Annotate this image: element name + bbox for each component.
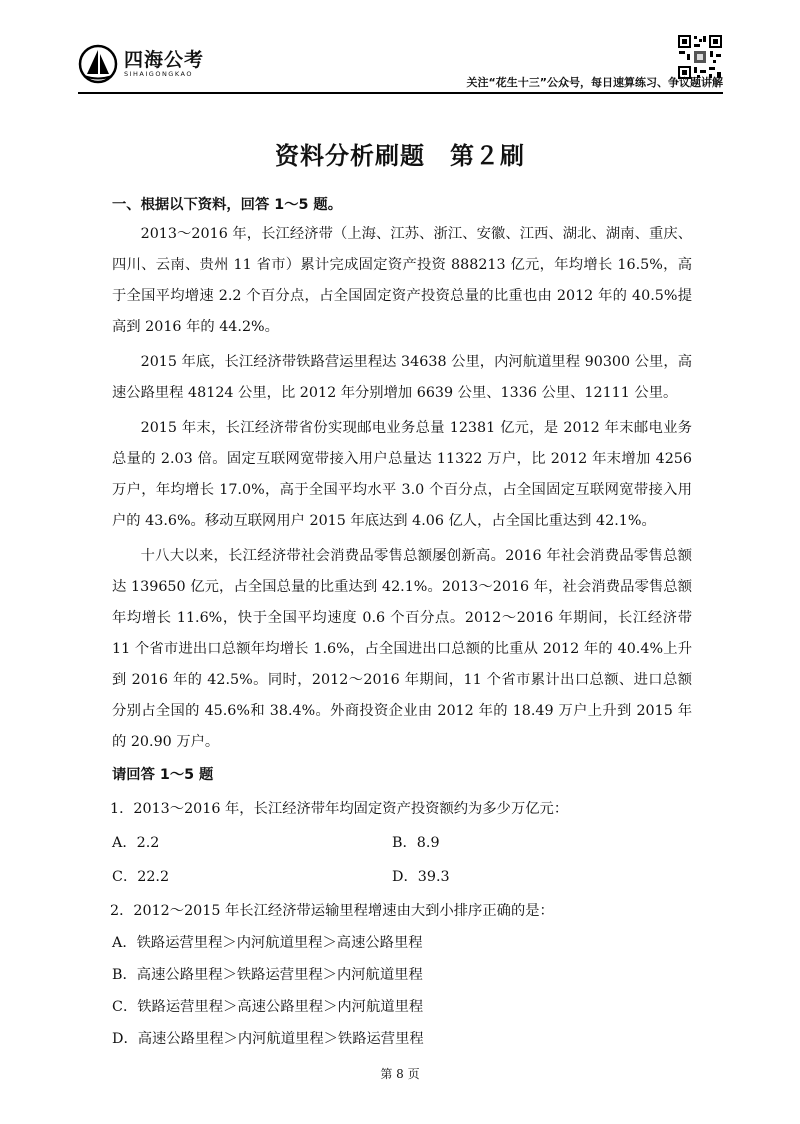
logo-chinese-name: 四海公考	[124, 49, 205, 71]
questions-heading: 请回答 1～5 题	[112, 767, 214, 783]
page-header	[78, 30, 723, 92]
material-paragraph-4: 十八大以来，长江经济带社会消费品零售总额屡创新高。2016 年社会消费品零售总额达 139650 亿元，占全国总量的比重达到 42.1%。2013～2016 年，社会消费品零售总额年均增长 11.6%，快于全国平均速度 0.6 个百分点。2012～2016 年期间，长江经济带 11 个省市进出口总额年均增长 1.6%，占全国进出口总额的比重从 2012 年的 40.4%上升到 2016 年的 42.5%。同时，2012～2016 年期间，11 个省市累计出口总额、进口总额分别占全国的 45.6%和 38.4%。外商投资企业由 2012 年的 18.49 万户上升到 2015 年的 20.90 万户。	[112, 548, 692, 750]
header-divider	[78, 92, 723, 94]
page-number: 第 8 页	[380, 1067, 420, 1081]
question-1-options	[112, 828, 692, 892]
question-1-option-b: B．8.9	[392, 835, 440, 851]
question-2-option-a: A．铁路运营里程＞内河航道里程＞高速公路里程	[112, 935, 423, 951]
question-1-stem: 1．2013～2016 年，长江经济带年均固定资产投资额约为多少万亿元：	[110, 801, 569, 817]
question-1-option-a: A．2.2	[112, 835, 160, 851]
page-title: 资料分析刷题 第２刷	[275, 142, 525, 170]
header-promo-note: 关注“花生十三”公众号，每日速算练习、争议题讲解	[466, 76, 723, 89]
question-1-option-c: C．22.2	[112, 869, 170, 885]
logo	[78, 44, 204, 84]
material-paragraph-3: 2015 年末，长江经济带省份实现邮电业务总量 12381 亿元，是 2012 年末邮电业务总量的 2.03 倍。固定互联网宽带接入用户总量达 11322 万户，比 2012 年末增加 4256 万户，年均增长 17.0%，高于全国平均水平 3.0 个百分点，占全国固定互联网宽带接入用户的 43.6%。移动互联网用户 2015 年底达到 4.06 亿人，占全国比重达到 42.1%。	[112, 420, 692, 529]
material-paragraph-2: 2015 年底，长江经济带铁路营运里程达 34638 公里，内河航道里程 90300 公里，高速公路里程 48124 公里，比 2012 年分别增加 6639 公里、1336 公里、12111 公里。	[112, 354, 692, 401]
question-2-options	[112, 928, 692, 1054]
question-2-option-d: D．高速公路里程＞内河航道里程＞铁路运营里程	[112, 1031, 424, 1047]
section-heading: 一、根据以下资料，回答 1～5 题。	[112, 197, 343, 213]
material-paragraph-1: 2013～2016 年，长江经济带（上海、江苏、浙江、安徽、江西、湖北、湖南、重庆、四川、云南、贵州 11 省市）累计完成固定资产投资 888213 亿元，年均增长 16.5%，高于全国平均增速 2.2 个百分点，占全国固定资产投资总量的比重也由 2012 年的 40.5%提高到 2016 年的 44.2%。	[112, 226, 693, 335]
question-2-stem: 2．2012～2015 年长江经济带运输里程增速由大到小排序正确的是：	[110, 903, 554, 919]
question-2-option-c: C．铁路运营里程＞高速公路里程＞内河航道里程	[112, 999, 424, 1015]
question-1-option-d: D．39.3	[392, 869, 450, 885]
logo-english-name: SIHAIGONGKAO	[124, 70, 193, 78]
sailboat-logo-icon	[78, 44, 118, 84]
question-2-option-b: B．高速公路里程＞铁路运营里程＞内河航道里程	[112, 967, 423, 983]
document-body	[112, 191, 692, 1054]
